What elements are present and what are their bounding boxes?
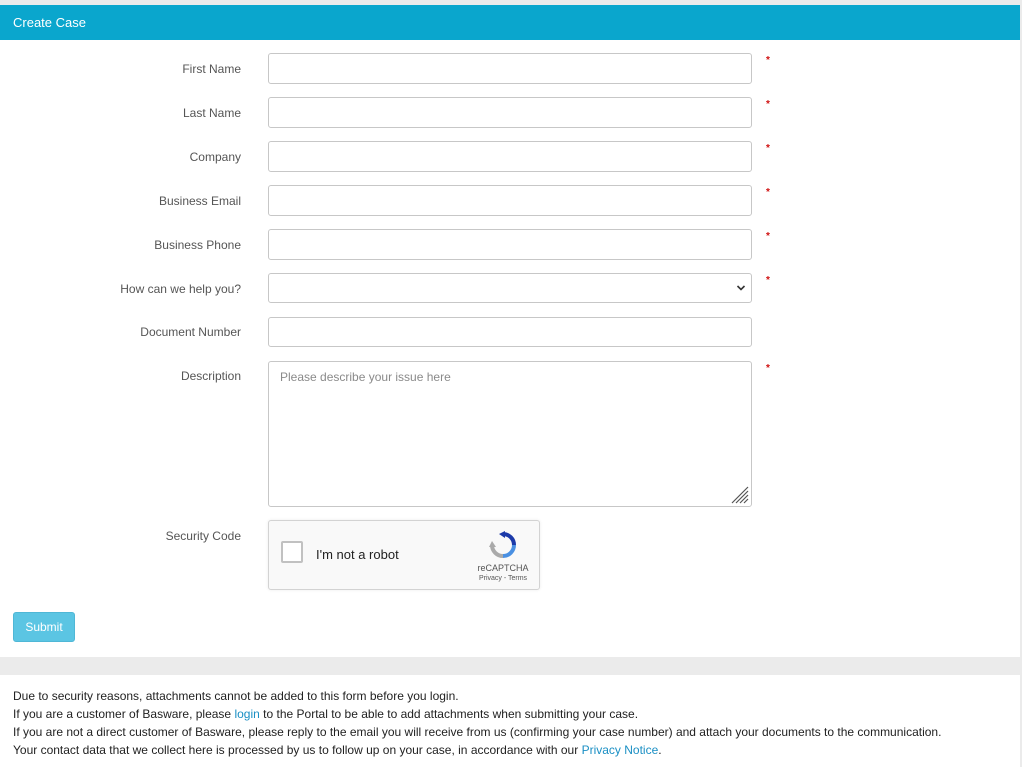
company-label: Company	[189, 150, 241, 164]
panel-title: Create Case	[0, 5, 1020, 40]
submit-button[interactable]: Submit	[13, 612, 75, 642]
notice-text: Your contact data that we collect here is processed by us to follow up on your case, in accordance with our	[13, 743, 579, 757]
required-marker: *	[766, 55, 770, 66]
privacy-notice-link[interactable]: Privacy Notice	[581, 743, 659, 757]
required-marker: *	[766, 187, 770, 198]
recaptcha-checkbox[interactable]	[281, 541, 303, 563]
notice-line-reply: If you are not a direct customer of Basware, please reply to the email you will receive from us (confirming your case number) and attach your documents to the communication.	[13, 725, 942, 739]
login-link[interactable]: login	[234, 707, 260, 721]
notice-text: If you are a customer of Basware, please	[13, 707, 232, 721]
business-phone-label: Business Phone	[154, 238, 241, 252]
required-marker: *	[766, 363, 770, 374]
last-name-input[interactable]	[268, 97, 752, 128]
business-email-input[interactable]	[268, 185, 752, 216]
notice-line-privacy	[13, 743, 662, 757]
resize-handle-icon[interactable]	[729, 484, 749, 504]
notice-line-security: Due to security reasons, attachments cannot be added to this form before you login.	[13, 689, 459, 703]
notice-text: .	[658, 743, 662, 757]
chevron-down-icon	[736, 283, 746, 293]
notice-panel	[0, 675, 1020, 767]
recaptcha-widget	[268, 520, 540, 590]
description-placeholder: Please describe your issue here	[280, 370, 451, 384]
business-phone-input[interactable]	[268, 229, 752, 260]
required-marker: *	[766, 231, 770, 242]
required-marker: *	[766, 275, 770, 286]
required-marker: *	[766, 99, 770, 110]
notice-text: to the Portal to be able to add attachments when submitting your case.	[263, 707, 639, 721]
recaptcha-brand: reCAPTCHA	[477, 563, 529, 573]
required-marker: *	[766, 143, 770, 154]
document-number-input[interactable]	[268, 317, 752, 347]
last-name-label: Last Name	[182, 106, 241, 120]
description-textarea[interactable]	[268, 361, 752, 507]
recaptcha-logo-icon	[488, 530, 518, 560]
recaptcha-links[interactable]: Privacy - Terms	[478, 575, 528, 582]
notice-line-login	[13, 707, 638, 721]
business-email-label: Business Email	[158, 194, 241, 208]
description-label: Description	[180, 369, 241, 383]
create-case-panel	[0, 5, 1020, 657]
company-input[interactable]	[268, 141, 752, 172]
document-number-label: Document Number	[140, 325, 241, 339]
recaptcha-checkbox-label: I'm not a robot	[316, 547, 399, 562]
first-name-input[interactable]	[268, 53, 752, 84]
security-code-label: Security Code	[165, 529, 241, 543]
help-topic-label: How can we help you?	[120, 282, 241, 296]
first-name-label: First Name	[182, 62, 241, 76]
help-topic-select[interactable]	[268, 273, 752, 303]
